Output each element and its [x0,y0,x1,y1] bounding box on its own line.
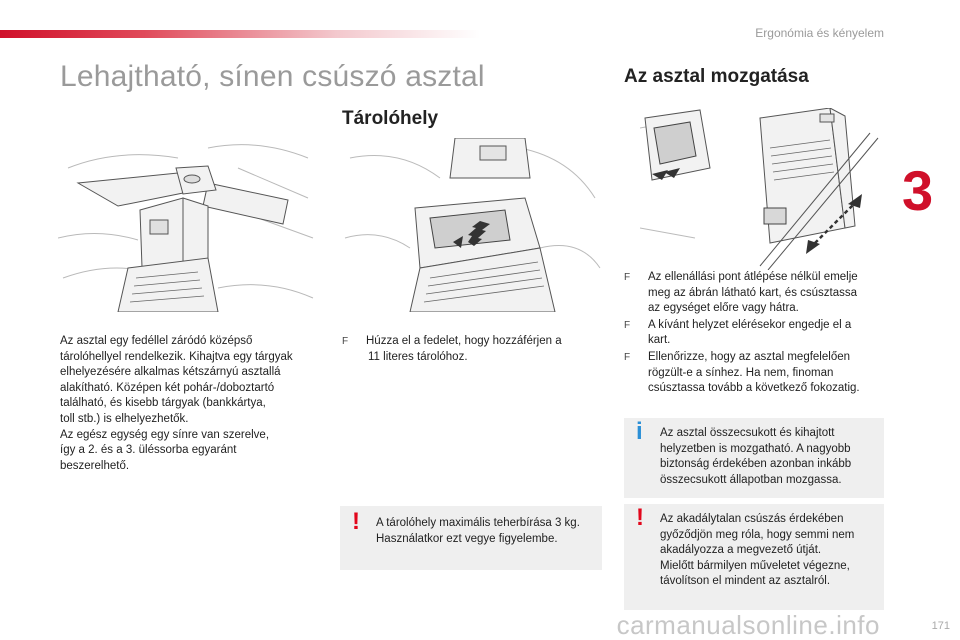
storage-illustration [340,138,602,312]
list-item [624,350,884,397]
bullet-line: Húzza el a fedelet, hogy hozzáférjen a [366,335,562,347]
bullet-line: csúsztassa tovább a következő fokozatig. [648,382,860,395]
info-text [660,426,851,488]
list-item [342,334,604,365]
warning-line: akadályozza a megvezető útját. [660,544,822,557]
bullet-marker: F [624,319,631,331]
watermark: carmanualsonline.info [616,610,880,640]
moving-info-box [624,418,884,498]
table-on-rail-drawing [640,108,884,270]
warning-line: győződjön meg róla, hogy semmi nem [660,528,855,541]
bullet-line: rögzült-e a sínhez. Ha nem, finoman [648,366,834,379]
moving-bullet-list [624,270,884,398]
moving-section-title: Az asztal mozgatása [624,66,809,87]
intro-line: beszerelhető. [60,459,130,472]
bullet-line: Az ellenállási pont átlépése nélkül emelje [648,271,858,283]
chapter-title: Ergonómia és kényelem [755,26,884,40]
bullet-line: az egységet előre vagy hátra. [648,302,799,315]
page-title: Lehajtható, sínen csúszó asztal [60,60,485,93]
warning-text [660,512,854,590]
storage-compartment-drawing [340,138,602,312]
folding-table-drawing [58,128,320,312]
storage-section-title: Tárolóhely [342,108,439,129]
moving-warning-box [624,504,884,610]
intro-line: Az egész egység egy sínre van szerelve, [60,428,270,441]
table-illustration [58,128,320,312]
intro-line: tárolóhellyel rendelkezik. Kihajtva egy tárgyak [60,350,293,363]
storage-bullet-list [342,334,604,366]
bullet-marker: F [342,336,349,347]
bullet-line: Ellenőrizze, hogy az asztal megfelelően [648,350,851,363]
intro-line: alakítható. Középen két pohár-/doboztartó [60,381,275,394]
info-line: biztonság érdekében azonban inkább [660,458,852,471]
storage-warning-box [340,506,602,570]
bullet-line: 11 literes tárolóhoz. [368,350,468,363]
warning-line: Mielőtt bármilyen műveletet végezne, [660,559,850,572]
intro-line: így a 2. és a 3. üléssorba egyaránt [60,444,237,457]
header-accent-bar [0,30,480,38]
bullet-marker: F [624,272,631,283]
intro-line: Az asztal egy fedéllel záródó középső [60,335,253,347]
bullet-line: A kívánt helyzet elérésekor engedje el a [648,318,852,331]
bullet-marker: F [624,351,631,363]
warning-line: Az akadálytalan csúszás érdekében [660,513,844,525]
rail-illustration [640,108,884,270]
info-line: összecsukott állapotban mozgassa. [660,473,842,486]
info-line: Az asztal összecsukott és kihajtott [660,427,835,439]
warning-line: Használatkor ezt vegye figyelembe. [376,532,558,545]
bullet-line: meg az ábrán látható kart, és csúsztassa [648,286,858,299]
warning-line: A tárolóhely maximális teherbírása 3 kg. [376,517,580,529]
exclamation-icon: ! [636,504,644,531]
info-line: helyzetben is mozgatható. A nagyobb [660,442,851,455]
chapter-number: 3 [902,159,934,222]
exclamation-icon: ! [352,508,360,535]
info-icon: i [636,418,643,445]
warning-text [376,516,580,547]
intro-line: található, és kisebb tárgyak (bankkártya, [60,397,266,410]
list-item [624,270,884,317]
intro-line: toll stb.) is elhelyezhetők. [60,412,189,425]
intro-line: elhelyezésére alkalmas kétszárnyú asztallá [60,366,281,379]
intro-paragraph [60,334,322,474]
page-number: 171 [931,620,950,632]
bullet-line: kart. [648,334,671,347]
warning-line: távolítson el mindent az asztalról. [660,575,831,588]
list-item [624,318,884,349]
